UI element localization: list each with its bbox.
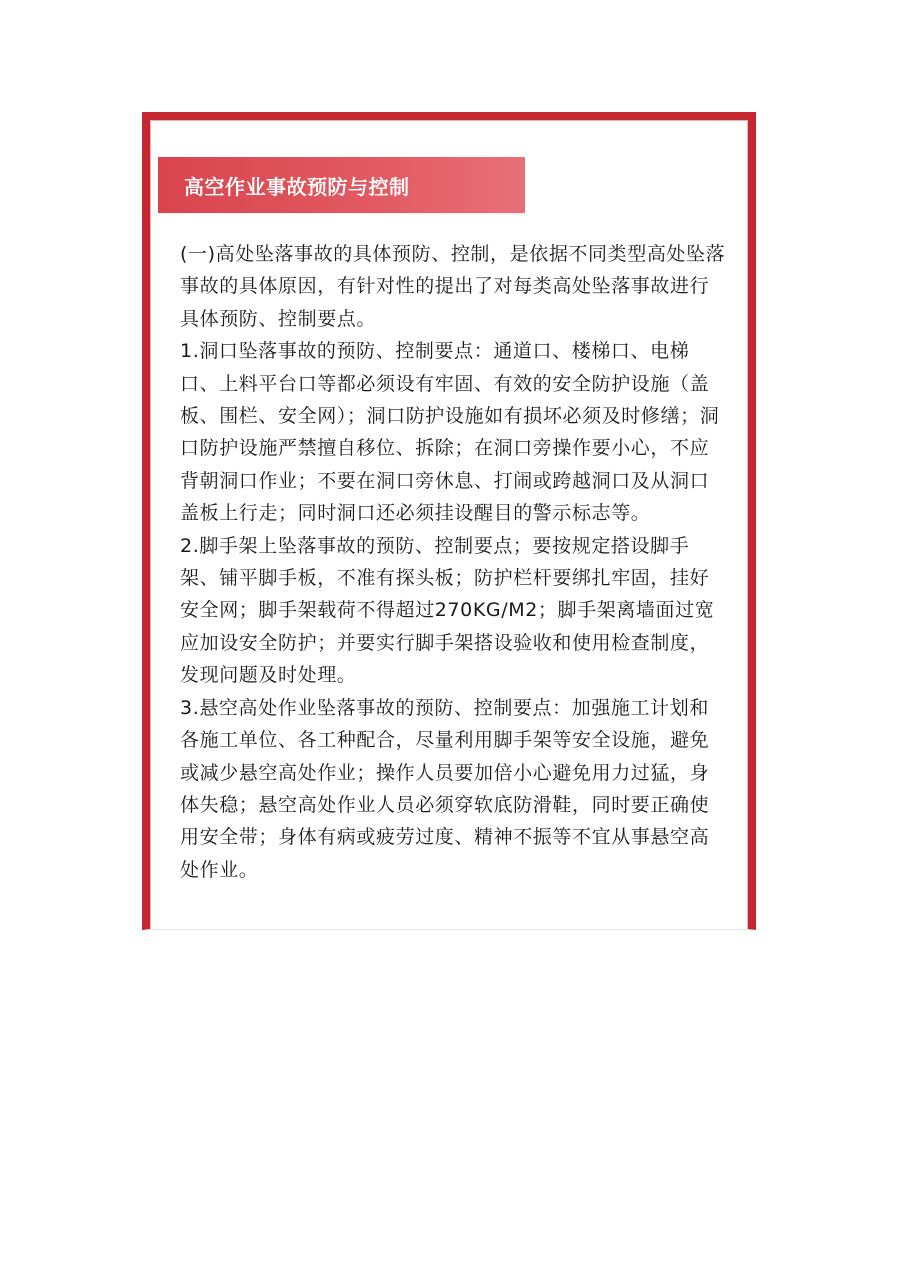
document-body <box>180 238 728 886</box>
paragraph-2-scaffold-falls: 2.脚手架上坠落事故的预防、控制要点；要按规定搭设脚手架、铺平脚手板，不准有探头板；防护栏杆要绑扎牢固，挂好安全网；脚手架载荷不得超过270KG/M2；脚手架离墙面过宽应加设安全防护；并要实行脚手架搭设验收和使用检查制度，发现问题及时处理。 <box>180 534 715 687</box>
document-title: 高空作业事故预防与控制 <box>184 174 410 199</box>
paragraph-1-opening-falls: 1.洞口坠落事故的预防、控制要点：通道口、楼梯口、电梯口、上料平台口等都必须设有牢固、有效的安全防护设施（盖板、围栏、安全网）；洞口防护设施如有损坏必须及时修缮；洞口防护设施严禁擅自移位、拆除；在洞口旁操作要小心，不应背朝洞口作业；不要在洞口旁休息、打闹或跨越洞口及从洞口盖板上行走；同时洞口还必须挂设醒目的警示标志等。 <box>180 340 720 525</box>
paragraph-intro: (一)高处坠落事故的具体预防、控制，是依据不同类型高处坠落事故的具体原因，有针对性的提出了对每类高处坠落事故进行具体预防、控制要点。 <box>180 243 726 330</box>
document-card <box>142 112 756 930</box>
title-banner <box>158 157 525 213</box>
paragraph-3-suspended-work-falls: 3.悬空高处作业坠落事故的预防、控制要点：加强施工计划和各施工单位、各工种配合，尽量利用脚手架等安全设施，避免或减少悬空高处作业；操作人员要加倍小心避免用力过猛，身体失稳；悬空高处作业人员必须穿软底防滑鞋，同时要正确使用安全带；身体有病或疲劳过度、精神不振等不宜从事悬空高处作业。 <box>180 696 710 881</box>
